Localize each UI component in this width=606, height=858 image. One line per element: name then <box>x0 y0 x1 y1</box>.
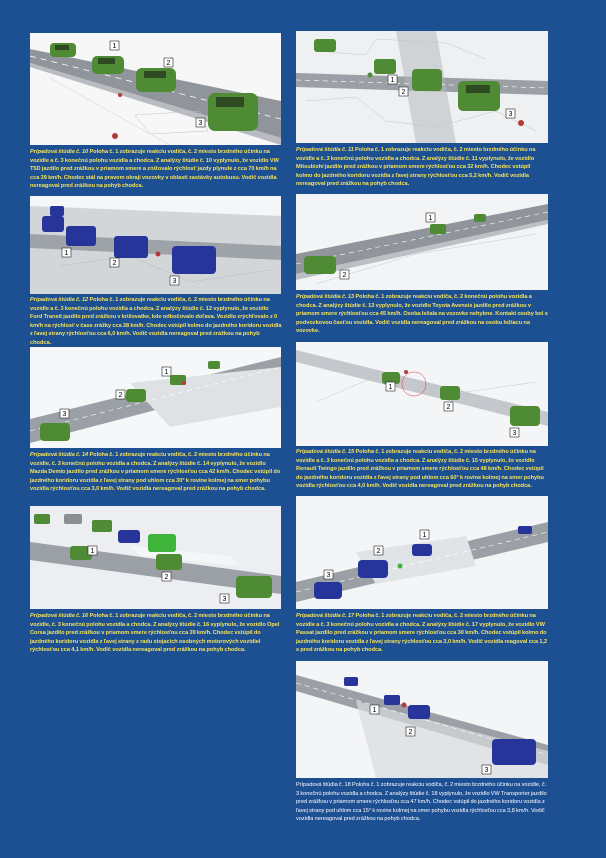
caption-text: Poloha č. 1 zobrazuje reakciu vodiča, č. 2 miesto brzdného účinku na vozidle, č. 3 konečnú polohu vozidla a chodca. Z analýzy štúdie č. 14 vyplynulo, že vozidlo Mazda Demio jazdilo pred zrážkou v priamom smere rýchlosťou cca 42 km/h. Chodec vstúpil do jazdného koridoru vozidla z ľavej strany pod uhlom cca 30° k rovine kolmej na smer pohybu vozidla rýchlosťou cca 3,0 km/h. Vodič vozidla nereagoval pred zrážkou na pohyb chodca. <box>30 452 281 493</box>
van-blue <box>114 236 148 258</box>
van-blue <box>408 705 430 719</box>
scene-image-11 <box>296 31 548 143</box>
caption-heading: Prípadová štúdia č. 16 <box>30 613 89 619</box>
caption-heading: Prípadová štúdia č. 11 <box>296 147 354 153</box>
position-label-3 <box>220 594 229 603</box>
caption-heading: Prípadová štúdia č. 13 <box>296 294 355 300</box>
van-green <box>148 534 176 552</box>
car-green <box>208 93 258 131</box>
svg-text:2: 2 <box>118 392 123 399</box>
van-blue <box>384 695 400 705</box>
car-blue <box>118 530 140 543</box>
car-green <box>412 69 442 91</box>
scene-13-svg <box>296 194 548 290</box>
car-green <box>236 576 272 598</box>
car-green <box>374 59 396 74</box>
car-green <box>34 514 50 524</box>
svg-text:1: 1 <box>372 707 377 714</box>
caption-11 <box>296 146 548 189</box>
scene-image-12 <box>30 196 281 294</box>
position-label-2 <box>162 572 171 581</box>
svg-text:3: 3 <box>172 278 177 285</box>
svg-text:1: 1 <box>390 77 395 84</box>
position-label-3 <box>60 409 69 418</box>
van-blue <box>492 739 536 765</box>
svg-text:1: 1 <box>388 384 393 391</box>
car-green <box>208 361 220 369</box>
caption-text: Poloha č. 1 zobrazuje reakciu vodiča, č. 2 miesto brzdného účinku na vozidle a č. 3 konečnú polohu vozidla a chodca. Z analýzy štúdie č. 10 vyplynulo, že vozidlo VW T5D jazdilo pred zrážkou v priamom smere a znižovalo rýchlosť jazdy plynule z cca 70 km/h na cca 39 km/h. Chodec stál na pravom okraji vozovky v oblasti zastávky autobusu. Vodič vozidla nereagoval pred zrážkou na pohyb chodca. <box>30 149 279 190</box>
svg-text:3: 3 <box>62 411 67 418</box>
position-label-2 <box>399 87 408 96</box>
car-blue <box>358 560 388 578</box>
svg-text:2: 2 <box>112 260 117 267</box>
caption-heading: Prípadová štúdia č. 14 <box>30 452 89 458</box>
scene-image-13 <box>296 194 548 290</box>
position-label-1 <box>110 41 119 50</box>
scene-17-svg <box>296 496 548 609</box>
position-label-2 <box>116 390 125 399</box>
scene-14-svg <box>30 347 281 448</box>
car-green <box>40 423 70 441</box>
scene-image-18 <box>296 661 548 778</box>
pedestrian-icon <box>368 73 373 78</box>
car-blue <box>412 544 432 556</box>
caption-heading: Prípadová štúdia č. 18 <box>296 782 351 788</box>
position-label-1 <box>162 367 171 376</box>
svg-text:2: 2 <box>342 272 347 279</box>
position-label-1 <box>386 382 395 391</box>
position-label-3 <box>196 118 205 127</box>
pedestrian-icon <box>398 564 403 569</box>
van-blue <box>344 677 358 686</box>
position-label-3 <box>170 276 179 285</box>
svg-text:1: 1 <box>112 43 117 50</box>
svg-text:3: 3 <box>484 767 489 774</box>
caption-13 <box>296 293 548 336</box>
svg-text:3: 3 <box>326 572 331 579</box>
scene-12-svg <box>30 196 281 294</box>
svg-text:3: 3 <box>508 111 513 118</box>
scene-10-svg <box>30 33 281 145</box>
position-label-2 <box>374 546 383 555</box>
position-label-3 <box>482 765 491 774</box>
car-green <box>440 386 460 400</box>
position-label-2 <box>164 58 173 67</box>
car-green <box>458 81 500 111</box>
caption-14 <box>30 451 282 494</box>
caption-16 <box>30 612 282 655</box>
caption-heading: Prípadová štúdia č. 12 <box>30 297 89 303</box>
svg-text:1: 1 <box>428 215 433 222</box>
car-blue <box>314 582 342 599</box>
pedestrian-icon <box>156 252 161 257</box>
position-label-2 <box>444 402 453 411</box>
caption-text: Poloha č. 1 zobrazuje reakciu vodiča, č. 2 konečnú polohu vozidla a chodca. Z analýzy štúdie č. 13 vyplynulo, že vozidlo Toyota Avensis jazdilo pred zrážkou v priamom smere rýchlosťou cca 45 km/h. Osoba ležala na vozovke nehybne. Kontakt osoby bol s podvozkovou časťou vozidla. Vodič vozidla nereagoval pred zrážkou na osobu ležiacu na vozovke. <box>296 294 548 335</box>
scene-image-17 <box>296 496 548 609</box>
car-green <box>304 256 336 274</box>
caption-18 <box>296 781 548 824</box>
caption-heading: Prípadová štúdia č. 15 <box>296 449 355 455</box>
car-green <box>136 68 176 92</box>
pedestrian-icon <box>402 703 407 708</box>
svg-text:2: 2 <box>408 729 413 736</box>
car-green <box>50 43 76 57</box>
position-label-1 <box>388 75 397 84</box>
caption-heading: Prípadová štúdia č. 10 <box>30 149 89 155</box>
position-label-1 <box>88 546 97 555</box>
scene-15-svg <box>296 342 548 446</box>
caption-text: Poloha č. 1 zobrazuje reakciu vodiča, č. 2 miesto brzdného účinku na vozidle a č. 3 konečnú polohu vozidla a chodca. Z analýzy štúdie č. 12 vyplynulo, že vozidlo Ford Transit jazdilo pred zrážkou v križovatke, kde odbočovalo doľava. Vozidlo zrýchľovalo z 0 km/h na rýchlosť v čase zrážky cca 38 km/h. Chodec vstúpil kolmo do jazdného koridoru vozidla z ľavej strany rýchlosťou cca 6,0 km/h. Vodič vozidla nereagoval pred zrážkou na pohyb chodca. <box>30 297 282 346</box>
svg-text:1: 1 <box>90 548 95 555</box>
van-blue <box>42 216 64 232</box>
position-label-1 <box>420 530 429 539</box>
van-blue <box>172 246 216 274</box>
pedestrian-icon <box>118 93 122 97</box>
car-green <box>314 39 336 52</box>
svg-text:3: 3 <box>198 120 203 127</box>
svg-text:1: 1 <box>64 250 69 257</box>
svg-text:1: 1 <box>422 532 427 539</box>
scene-18-svg <box>296 661 548 778</box>
position-label-2 <box>406 727 415 736</box>
car-green <box>92 520 112 532</box>
scene-11-svg <box>296 31 548 143</box>
scene-16-svg <box>30 506 281 609</box>
position-label-3 <box>510 428 519 437</box>
position-label-3 <box>324 570 333 579</box>
car-green <box>92 56 124 74</box>
caption-text: Poloha č. 1 zobrazuje reakciu vodiča, č. 2 miesto brzdného účinku na vozidle a č. 3 konečnú polohu vozidla a chodca. Z analýzy štúdie č. 15 vyplynulo, že vozidlo Renault Twingo jazdilo pred zrážkou v priamom smere rýchlosťou cca 48 km/h. Chodec vstúpil do jazdného koridoru vozidla z ľavej strany pod uhlom cca 60° k rovine kolmej na smer pohybu vozidla rýchlosťou cca 4,0 km/h. Vodič vozidla nereagoval pred zrážkou na pohyb chodca. <box>296 449 544 490</box>
van-blue <box>66 226 96 246</box>
svg-text:3: 3 <box>222 596 227 603</box>
car-green <box>156 554 182 570</box>
svg-text:2: 2 <box>401 89 406 96</box>
caption-12 <box>30 296 282 348</box>
caption-heading: Prípadová štúdia č. 17 <box>296 613 355 619</box>
svg-text:2: 2 <box>376 548 381 555</box>
pedestrian-icon <box>182 381 186 385</box>
scene-image-15 <box>296 342 548 446</box>
caption-15 <box>296 448 548 491</box>
car-green <box>430 224 446 234</box>
caption-17 <box>296 612 548 655</box>
svg-text:2: 2 <box>164 574 169 581</box>
scene-image-10 <box>30 33 281 145</box>
car-green <box>510 406 540 426</box>
scene-image-14 <box>30 347 281 448</box>
caption-10 <box>30 148 282 191</box>
position-label-2 <box>110 258 119 267</box>
caption-text: Poloha č. 1 zobrazuje reakciu vodiča, č. 2 miesto brzdného účinku na vozidle, č. 3 konečnú polohu vozidla a chodca. Z analýzy štúdie č. 16 vyplynulo, že vozidlo Opel Corsa jazdilo pred zrážkou v priamom smere rýchlosťou cca 39 km/h. Chodec vstúpil do jazdného koridoru vozidla z ľavej strany z radu stojacich osobných motorových vozidiel rýchlosťou cca 4,1 km/h. Vodič vozidla nereagoval pred zrážkou na pohyb chodca. <box>30 613 280 654</box>
scene-image-16 <box>30 506 281 609</box>
svg-text:3: 3 <box>512 430 517 437</box>
van-blue <box>50 206 64 216</box>
caption-text: Poloha č. 1 zobrazuje reakciu vodiča, č. 2 miesto brzdného účinku na vozidle a č. 3 konečnú polohu vozidla a chodca. Z analýzy štúdie č. 17 vyplynulo, že vozidlo VW Passat jazdilo pred zrážkou v priamom smere rýchlosťou cca 30 km/h. Chodec vstúpil kolmo do jazdného koridoru vozidla z ľavej strany rýchlosťou cca 3,0 km/h. Vodič vozidla reagoval cca 1,2 s pred zrážkou na pohyb chodca. <box>296 613 548 654</box>
position-label-1 <box>426 213 435 222</box>
car-green <box>474 214 486 222</box>
caption-text: Poloha č. 1 zobrazuje reakciu vodiča, č. 2 miesto brzdného účinku na vozidle, č. 3 konečnú polohu vozidla a chodca. Z analýzy štúdie č. 18 vyplynulo, že vozidlo VW Transporter jazdilo pred zrážkou v priamom smere rýchlosťou cca 47 km/h. Chodec vstúpil do jazdného koridoru vozidla z ľavej strany pod uhlom cca 15° k rovine kolmej na smer pohybu vozidla rýchlosťou cca 3,8 km/h. Vodič vozidla nereagoval pred zrážkou na pohyb chodca. <box>296 782 547 823</box>
position-label-3 <box>506 109 515 118</box>
svg-text:2: 2 <box>166 60 171 67</box>
svg-text:2: 2 <box>446 404 451 411</box>
car-grey <box>64 514 82 524</box>
position-label-1 <box>62 248 71 257</box>
pedestrian-icon <box>404 370 408 374</box>
svg-text:1: 1 <box>164 369 169 376</box>
pedestrian-icon <box>518 120 524 126</box>
position-label-2 <box>340 270 349 279</box>
pedestrian-icon <box>112 133 118 139</box>
caption-text: Poloha č. 1 zobrazuje reakciu vodiča, č. 2 miesto brzdného účinku na vozidle a č. 3 konečnú polohu vozidla a chodca. Z analýzy štúdie č. 11 vyplynulo, že vozidlo Mitsubishi jazdilo pred zrážkou v priamom smere rýchlosťou cca 32 km/h. Chodec vstúpil kolmo do jazdného koridoru vozidla z ľavej strany rýchlosťou cca 5,2 km/h. Vodič vozidla nereagoval pred zrážkou na pohyb chodca. <box>296 147 536 188</box>
car-blue <box>518 526 532 534</box>
car-green <box>126 389 146 402</box>
position-label-1 <box>370 705 379 714</box>
